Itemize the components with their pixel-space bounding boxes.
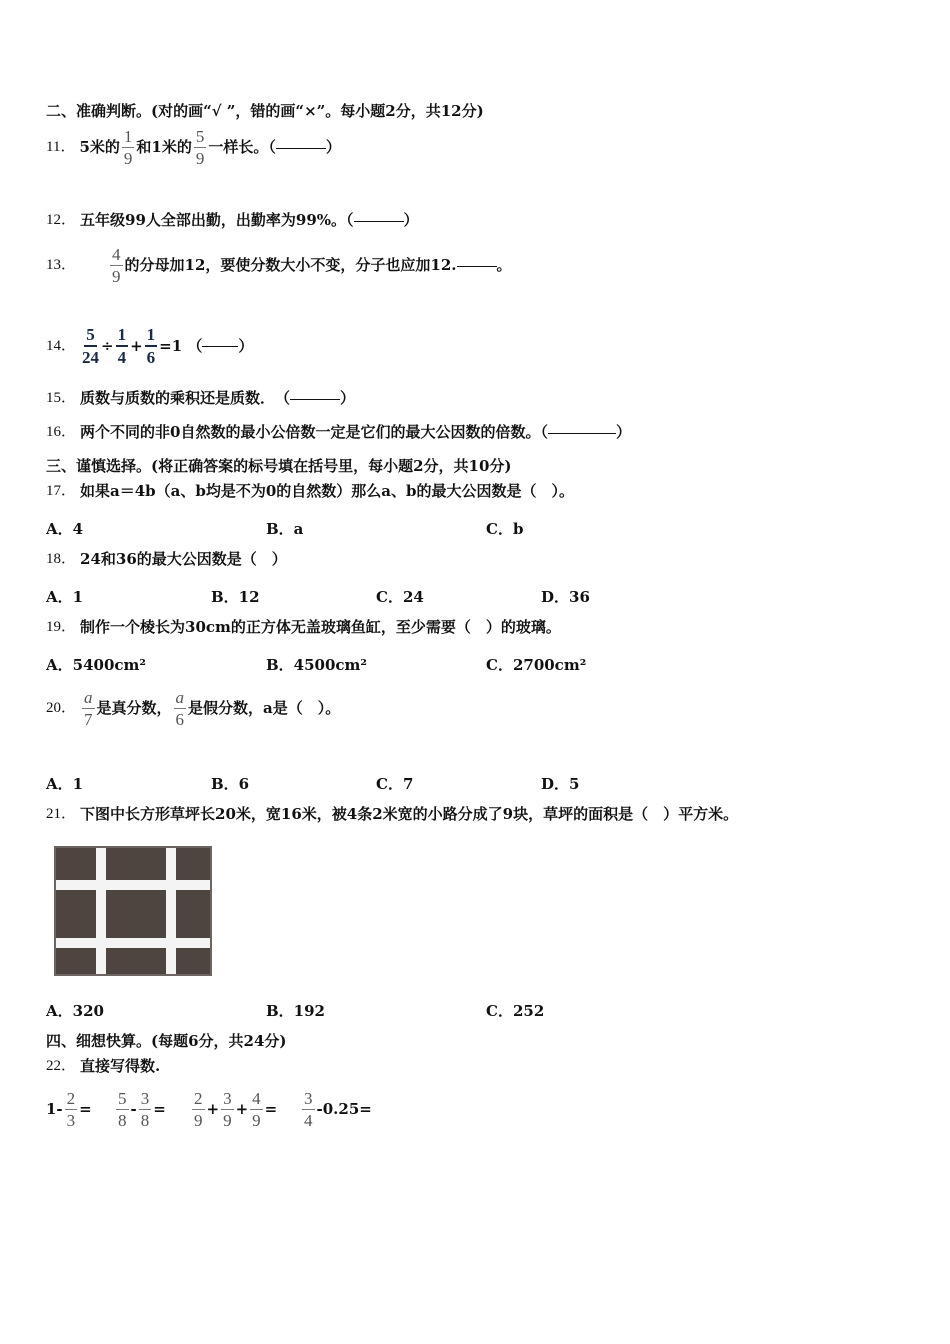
question-number: 18． — [46, 551, 77, 567]
option-d[interactable]: D．36 — [541, 588, 590, 606]
expr-text: = — [264, 1100, 278, 1118]
option-a[interactable]: A．5400cm² — [46, 656, 146, 674]
question-13 — [46, 246, 512, 285]
horizontal-path — [56, 938, 210, 948]
question-number: 16． — [46, 424, 77, 440]
fraction: $\frac{1}{9}$ — [123, 127, 133, 168]
option-b[interactable]: B．6 — [211, 775, 250, 793]
question-16 — [46, 425, 631, 440]
question-text: 下图中长方形草坪长20米，宽16米，被4条2米宽的小路分成了9块，草坪的面积是（ ）平方米。 — [80, 805, 739, 823]
fraction: $\frac{5}{8}$ — [118, 1089, 127, 1130]
expr-text: = — [79, 1100, 92, 1118]
fraction: $\frac{1}{6}$ — [146, 325, 156, 367]
answer-blank[interactable] — [354, 220, 404, 222]
option-b[interactable]: B．a — [266, 520, 304, 538]
answer-blank[interactable] — [202, 345, 238, 347]
q11-text-1: 5米的 — [79, 138, 120, 156]
question-number: 20． — [46, 700, 77, 716]
option-c[interactable]: C．2700cm² — [486, 656, 587, 674]
option-c[interactable]: C．7 — [376, 775, 414, 793]
question-number: 22． — [46, 1058, 77, 1074]
option-b[interactable]: B．4500cm² — [266, 656, 368, 674]
question-number: 17． — [46, 483, 77, 499]
question-number: 14． — [46, 337, 77, 354]
question-11 — [46, 128, 341, 167]
question-22 — [46, 1059, 160, 1074]
option-a[interactable]: A．1 — [46, 588, 84, 606]
q15-text-1: 质数与质数的乘积还是质数． （ — [80, 389, 291, 407]
question-21 — [46, 807, 738, 822]
q14-text-2: ） — [238, 336, 254, 355]
lawn-diagram — [54, 846, 212, 976]
option-a[interactable]: A．320 — [46, 1002, 104, 1020]
operator: ÷ — [101, 336, 114, 355]
option-c[interactable]: C．b — [486, 520, 524, 538]
question-17 — [46, 484, 574, 499]
q11-text-4: ） — [325, 138, 341, 156]
expr-text: -0.25= — [316, 1100, 372, 1118]
answer-blank[interactable] — [548, 432, 616, 434]
fraction: $\frac{3}{9}$ — [223, 1089, 232, 1130]
option-d[interactable]: D．5 — [541, 775, 580, 793]
question-text: 直接写得数. — [80, 1057, 161, 1075]
fraction: $\frac{1}{4}$ — [117, 325, 127, 367]
expression-3 — [190, 1090, 277, 1129]
question-14 — [46, 326, 253, 366]
question-19 — [46, 620, 561, 635]
section-4-title: 四、细想快算。(每题6分，共24分) — [46, 1032, 287, 1050]
q11-text-2: 和1米的 — [136, 138, 192, 156]
question-18 — [46, 552, 287, 567]
expression-1 — [46, 1090, 92, 1129]
question-number: 11． — [46, 139, 76, 155]
q14-text-1: =1 （ — [159, 336, 203, 355]
operator: + — [206, 1100, 220, 1118]
operator: - — [130, 1100, 137, 1118]
q15-text-2: ） — [340, 389, 356, 407]
q13-text-1: 的分母加12，要使分数大小不变，分子也应加12. — [124, 256, 457, 274]
expression-2 — [114, 1090, 166, 1129]
question-20 — [46, 689, 340, 728]
question-15 — [46, 391, 355, 406]
answer-blank[interactable] — [276, 147, 326, 149]
operator: + — [235, 1100, 249, 1118]
q16-text-1: 两个不同的非0自然数的最小公倍数一定是它们的最大公因数的倍数。（ — [80, 423, 548, 441]
question-number: 19． — [46, 619, 77, 635]
section-2-title: 二、准确判断。(对的画“√ ”，错的画“×”。每小题2分，共12分) — [46, 102, 484, 120]
option-b[interactable]: B．12 — [211, 588, 260, 606]
horizontal-path — [56, 880, 210, 890]
fraction: $\frac{3}{8}$ — [140, 1089, 150, 1130]
q20-text-1: 是真分数， — [96, 699, 172, 717]
vertical-path — [96, 848, 106, 974]
expr-text: 1- — [46, 1100, 63, 1118]
fraction: $\frac{a}{6}$ — [175, 688, 185, 729]
question-text: 24和36的最大公因数是（ ） — [80, 550, 287, 568]
option-c[interactable]: C．252 — [486, 1002, 545, 1020]
question-text: 制作一个棱长为30cm的正方体无盖玻璃鱼缸，至少需要（ ）的玻璃。 — [80, 618, 561, 636]
vertical-path — [166, 848, 176, 974]
q12-text-1: 五年级99人全部出勤，出勤率为99%。（ — [80, 211, 354, 229]
q13-text-2: 。 — [496, 256, 512, 274]
fraction: $\frac{4}{9}$ — [112, 245, 121, 286]
answer-blank[interactable] — [457, 265, 497, 267]
question-number: 13． — [46, 257, 77, 273]
option-c[interactable]: C．24 — [376, 588, 424, 606]
q11-text-3: 一样长。（ — [208, 138, 276, 156]
fraction: $\frac{3}{4}$ — [304, 1089, 313, 1130]
question-number: 21． — [46, 806, 77, 822]
operator: + — [130, 336, 143, 355]
fraction: $\frac{5}{24}$ — [82, 325, 100, 367]
expr-text: = — [153, 1100, 166, 1118]
fraction: $\frac{5}{9}$ — [195, 127, 205, 168]
q16-text-2: ） — [615, 423, 631, 441]
fraction: $\frac{4}{9}$ — [252, 1089, 261, 1130]
question-number: 12． — [46, 212, 77, 228]
option-b[interactable]: B．192 — [266, 1002, 325, 1020]
option-a[interactable]: A．1 — [46, 775, 84, 793]
fraction: $\frac{2}{9}$ — [194, 1089, 203, 1130]
question-text: 如果a＝4b（a、b均是不为0的自然数）那么a、b的最大公因数是（ ）。 — [80, 482, 575, 500]
question-12 — [46, 213, 419, 228]
fraction: $\frac{2}{3}$ — [66, 1089, 76, 1130]
answer-blank[interactable] — [290, 398, 340, 400]
question-number: 15． — [46, 390, 77, 406]
q12-text-2: ） — [403, 211, 419, 229]
option-a[interactable]: A．4 — [46, 520, 84, 538]
fraction: $\frac{a}{7}$ — [84, 688, 93, 729]
section-3-title: 三、谨慎选择。(将正确答案的标号填在括号里，每小题2分，共10分) — [46, 457, 512, 475]
q20-text-2: 是假分数，a是（ ）。 — [188, 699, 341, 717]
expression-4 — [300, 1090, 372, 1129]
